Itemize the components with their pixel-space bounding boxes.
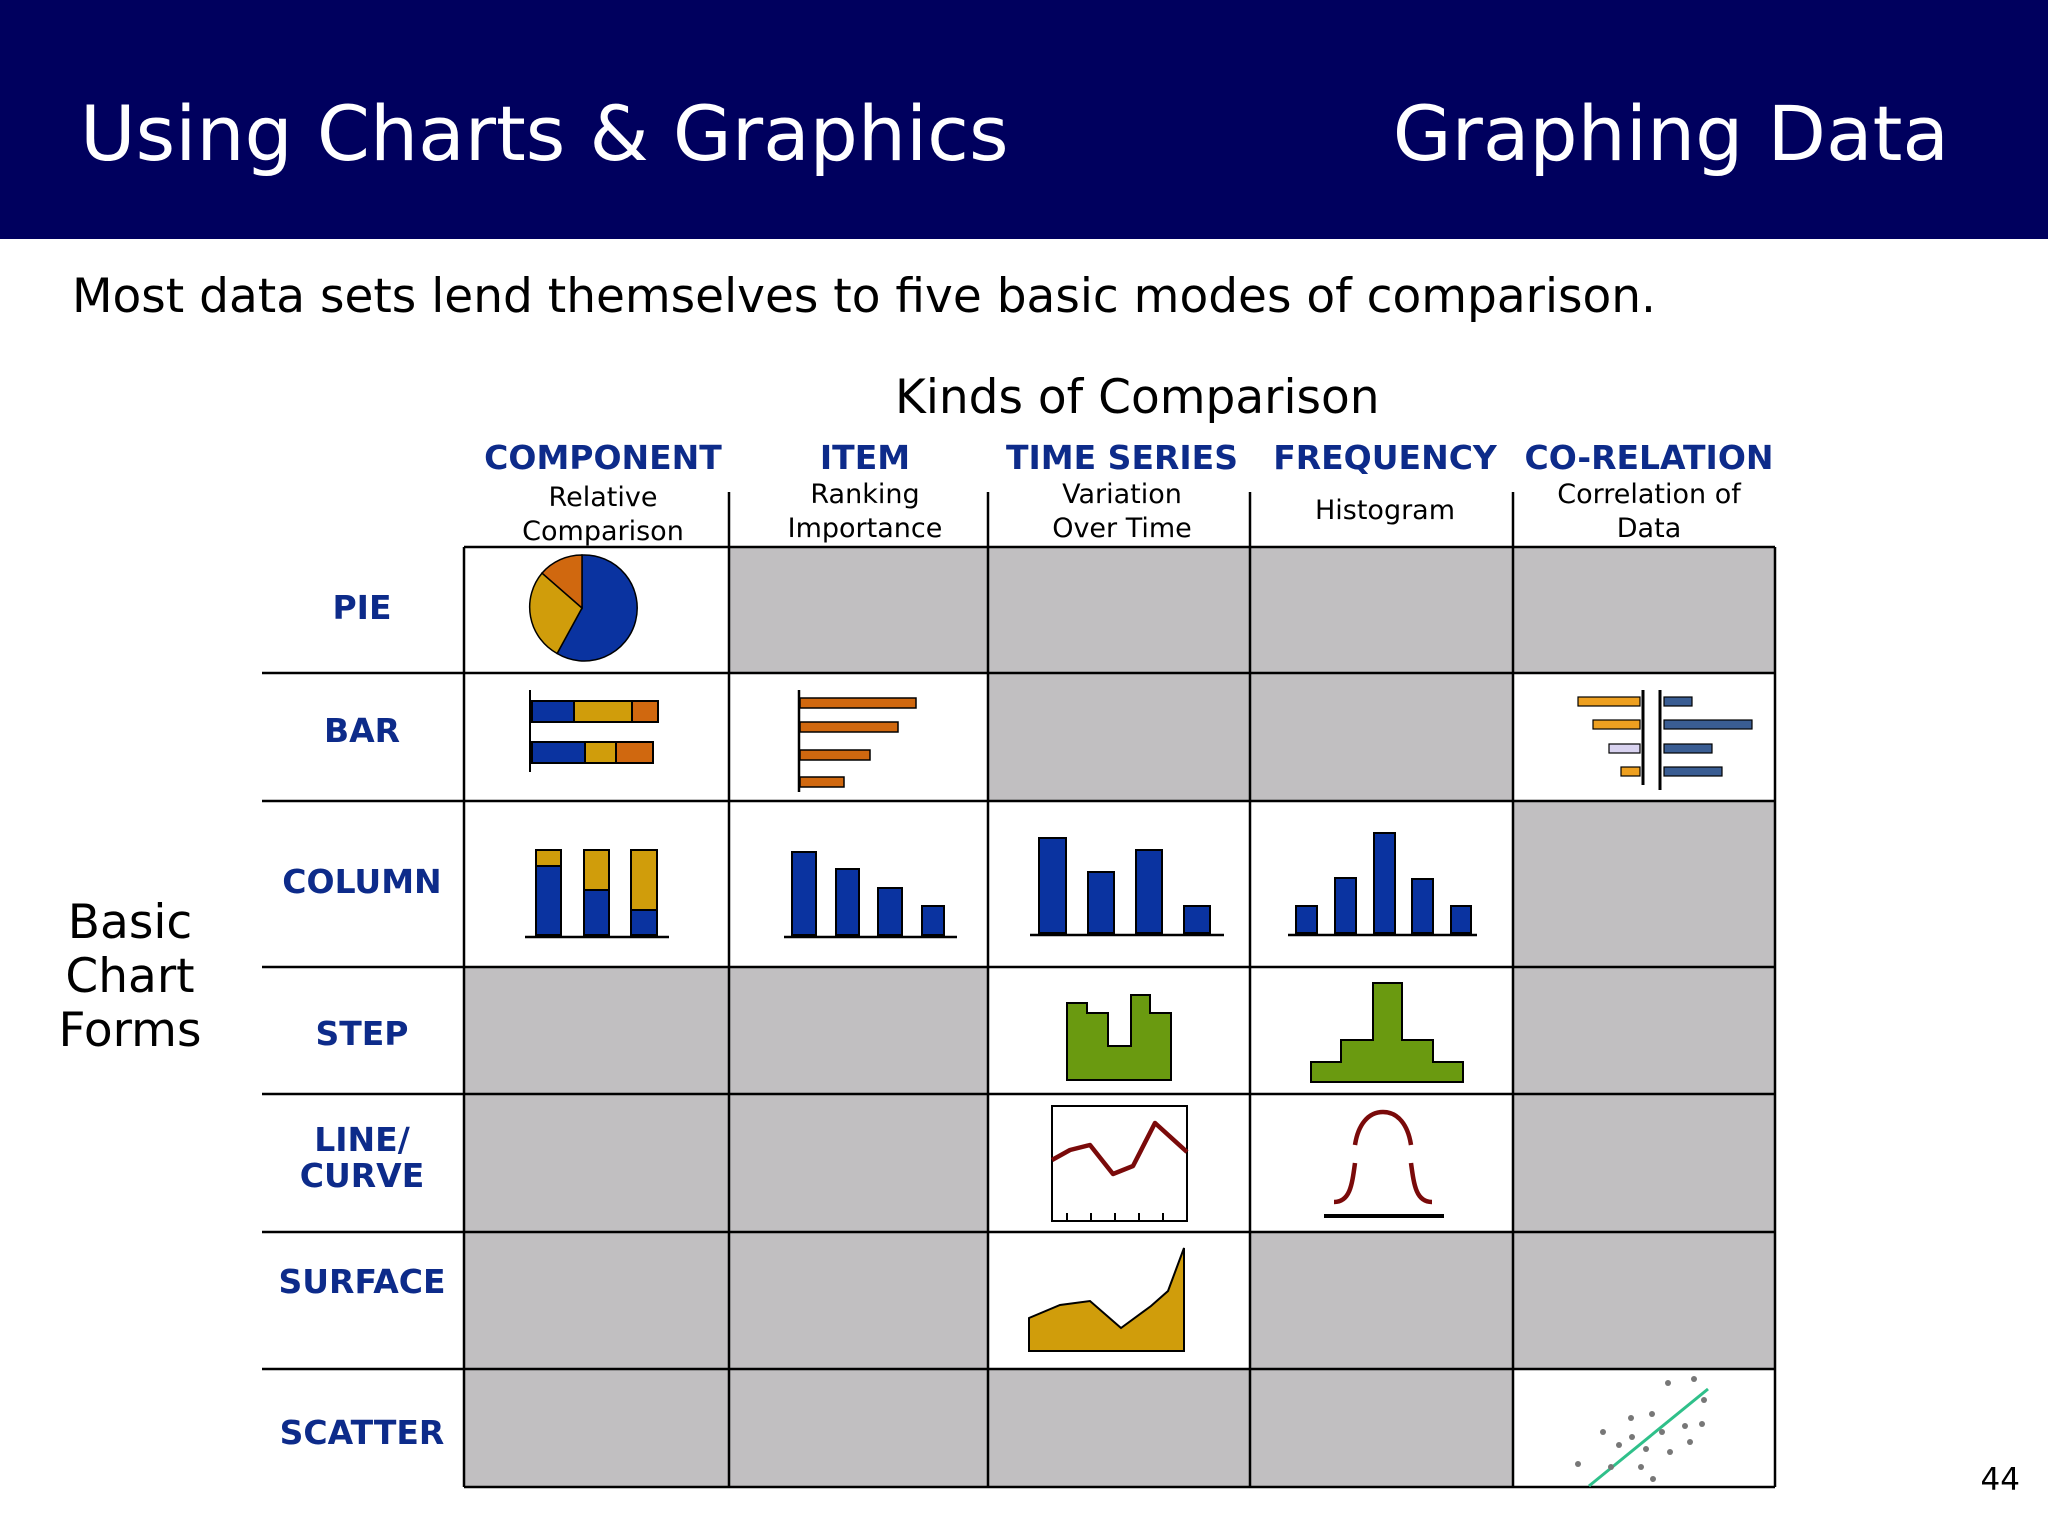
matrix-cell-not-applicable (464, 1094, 729, 1232)
matrix-cell-not-applicable (988, 1369, 1250, 1487)
column-subtitle: Relative Comparison (522, 482, 684, 547)
row-header-step: STEP (315, 1014, 409, 1053)
matrix-cell-not-applicable (729, 1369, 988, 1487)
matrix-cell-not-applicable (729, 967, 988, 1094)
column-title: CO-RELATION (1524, 438, 1774, 477)
column-subtitle: Correlation of Data (1557, 479, 1741, 544)
matrix-cell-not-applicable (464, 967, 729, 1094)
matrix-cell-not-applicable (1250, 547, 1513, 673)
matrix-cell-not-applicable (1513, 801, 1775, 967)
matrix-cell-not-applicable (464, 1369, 729, 1487)
matrix-cell-not-applicable (1513, 547, 1775, 673)
stacked-column-icon (525, 850, 669, 937)
matrix-cell-not-applicable (988, 673, 1250, 801)
column-title: FREQUENCY (1273, 438, 1497, 477)
matrix-cell-not-applicable (1513, 967, 1775, 1094)
matrix-cell-applicable (988, 801, 1250, 967)
matrix-cell-applicable (1513, 1369, 1775, 1487)
row-header-line-curve: LINE/ CURVE (299, 1120, 425, 1195)
matrix-cell-not-applicable (1250, 1369, 1513, 1487)
matrix-cell-not-applicable (729, 1094, 988, 1232)
column-subtitle: Ranking Importance (787, 479, 943, 544)
matrix-cell-not-applicable (729, 1232, 988, 1369)
matrix-cell-not-applicable (729, 547, 988, 673)
matrix-cell-not-applicable (1250, 1232, 1513, 1369)
matrix-cell-not-applicable (1513, 1094, 1775, 1232)
pie-chart-icon (530, 555, 638, 661)
matrix-cell-not-applicable (988, 547, 1250, 673)
page-number: 44 (1980, 1462, 2020, 1498)
row-header-pie: PIE (332, 588, 392, 627)
row-header-bar: BAR (323, 711, 401, 750)
column-subtitle: Histogram (1314, 495, 1456, 526)
matrix-cell-not-applicable (464, 1232, 729, 1369)
row-header-column: COLUMN (282, 862, 442, 901)
column-subtitle: Variation Over Time (1052, 479, 1192, 544)
section-title: Graphing Data (1392, 89, 1949, 178)
line-chart-icon (1052, 1106, 1187, 1221)
matrix-cell-applicable (1250, 1094, 1513, 1232)
row-header-surface: SURFACE (278, 1262, 446, 1301)
matrix-cell-applicable (729, 673, 988, 801)
matrix-cell-applicable (464, 673, 729, 801)
slide-title: Using Charts & Graphics (80, 89, 1009, 178)
matrix-cell-not-applicable (1513, 1232, 1775, 1369)
column-title: TIME SERIES (1006, 438, 1238, 477)
matrix-cell-not-applicable (1250, 673, 1513, 801)
kinds-of-comparison-heading: Kinds of Comparison (895, 370, 1380, 425)
column-title: ITEM (819, 438, 911, 477)
intro-text: Most data sets lend themselves to five basic modes of comparison. (72, 269, 1656, 324)
column-title: COMPONENT (484, 438, 722, 477)
basic-chart-forms-label: Basic Chart Forms (58, 895, 202, 1058)
row-header-scatter: SCATTER (279, 1413, 445, 1452)
